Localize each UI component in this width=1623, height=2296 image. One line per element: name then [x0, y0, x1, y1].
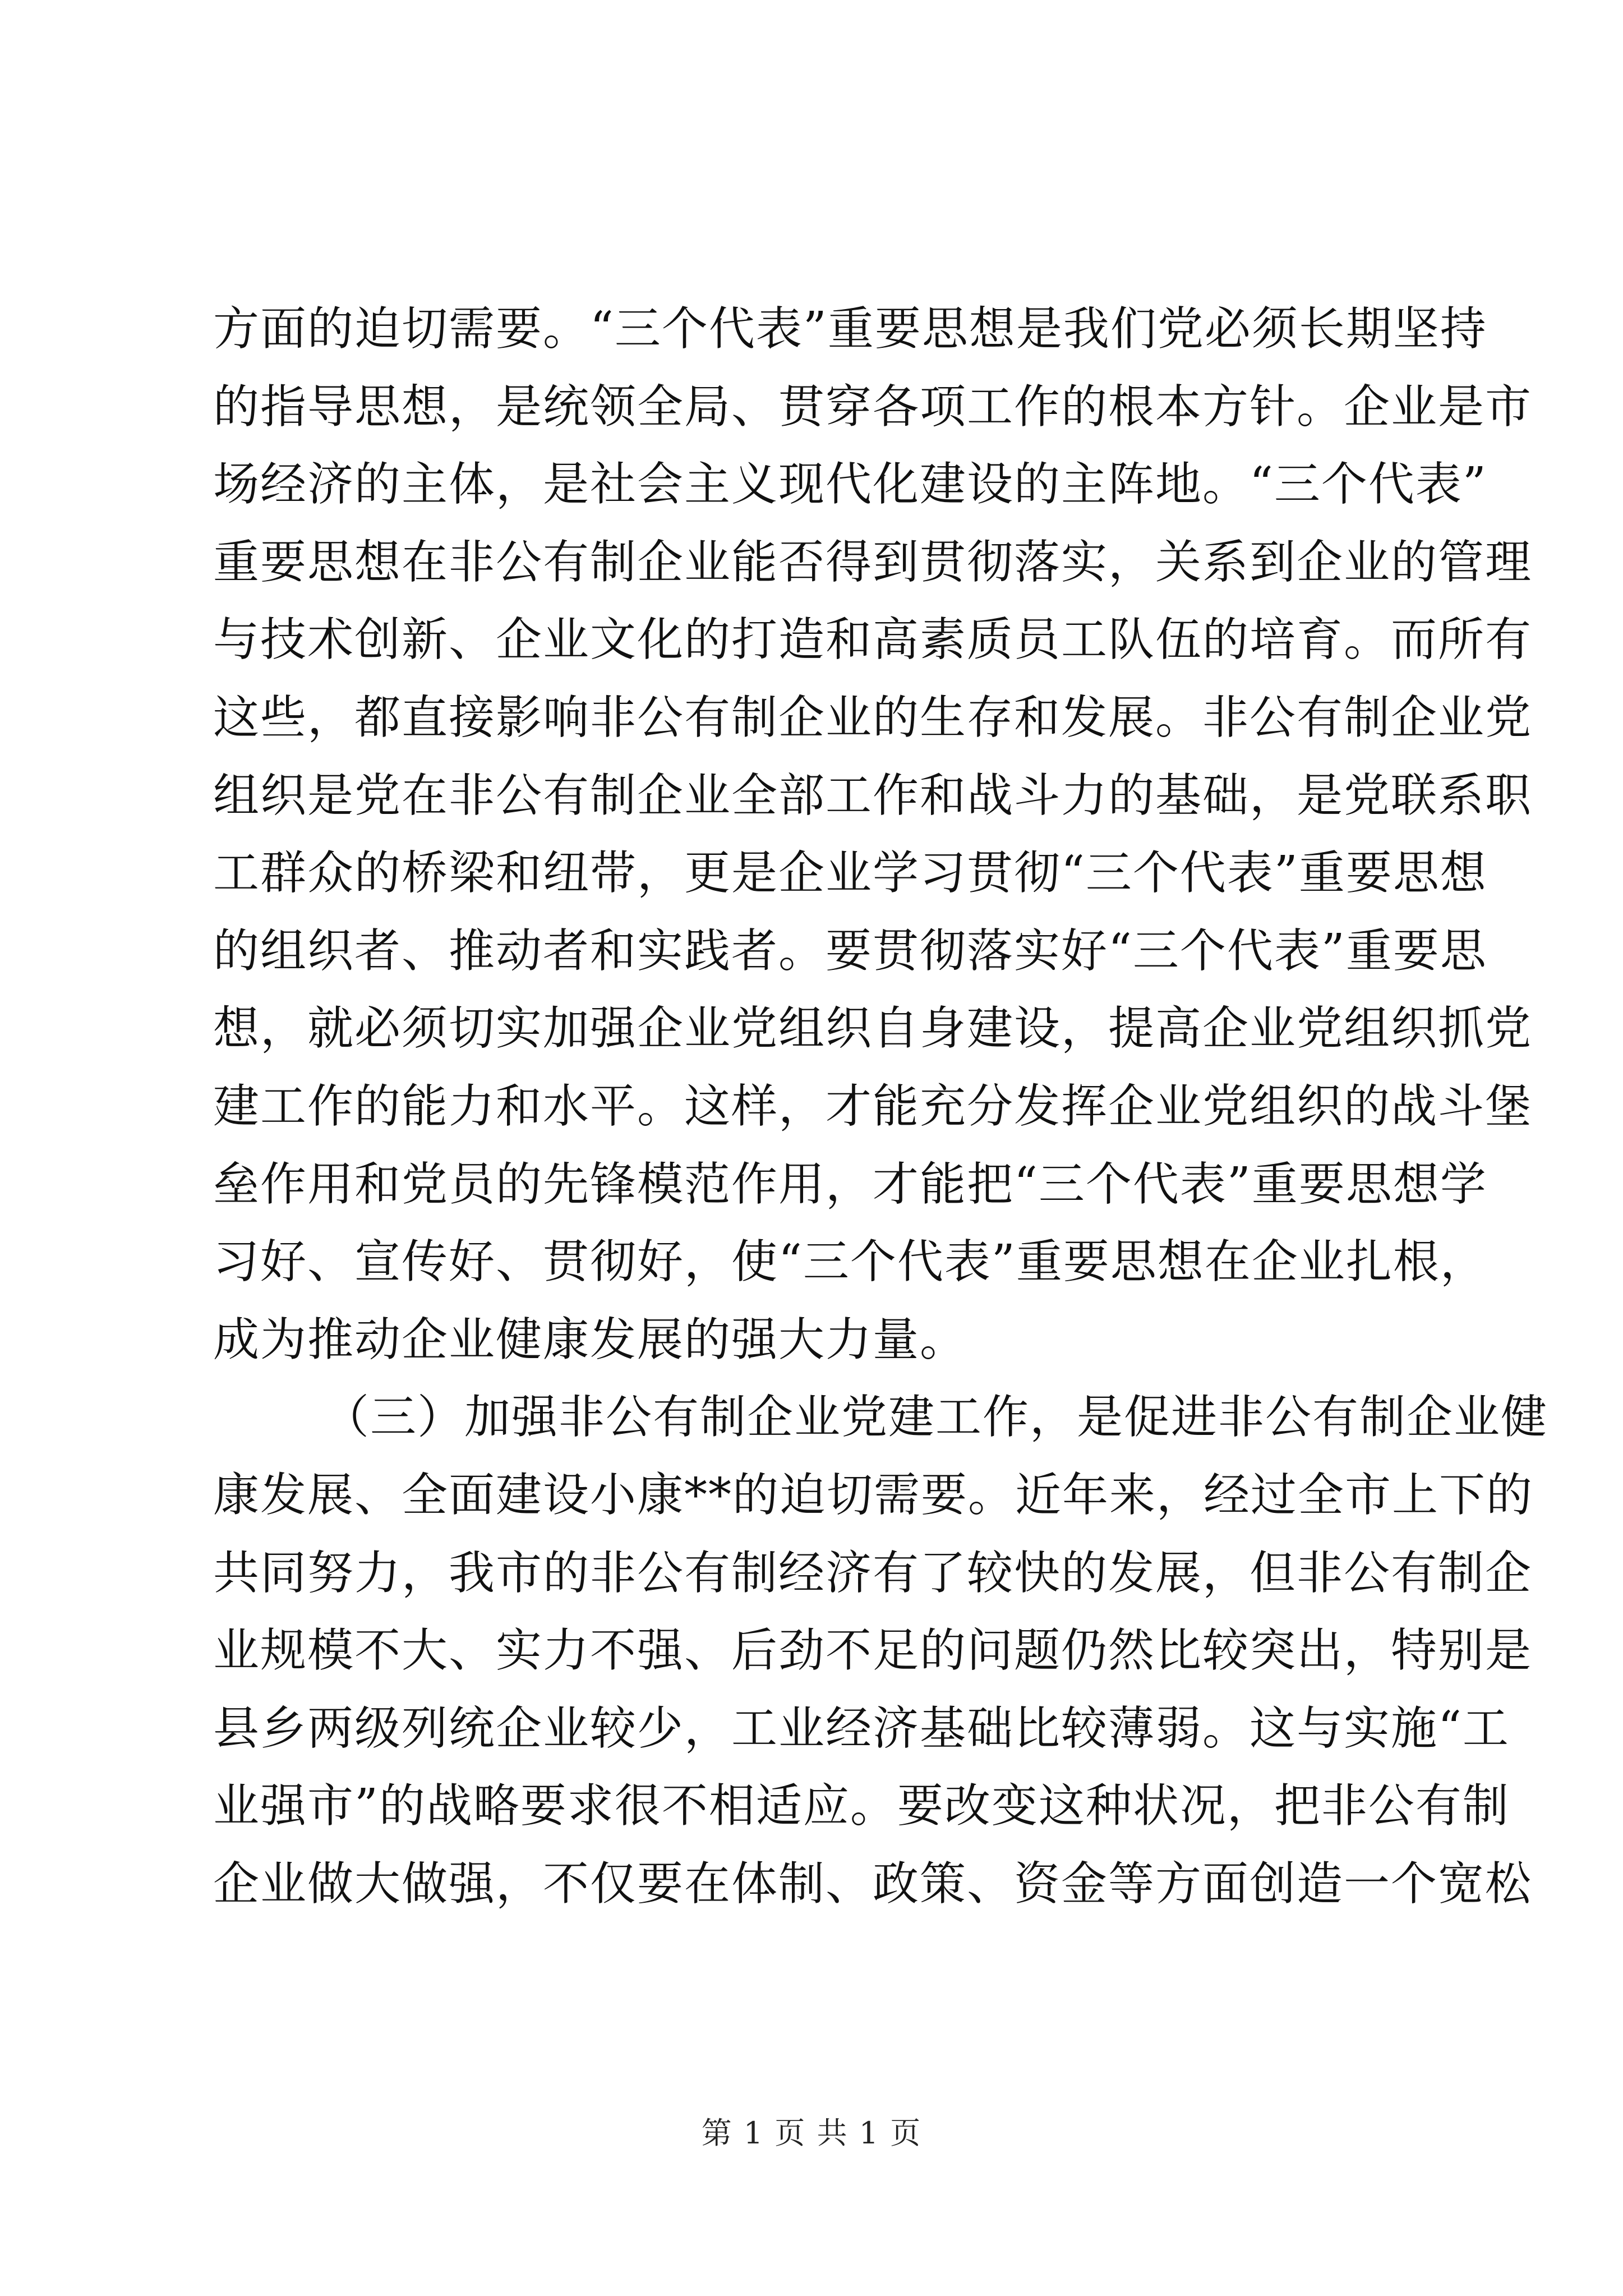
text-line: 企业做大做强，不仅要在体制、政策、资金等方面创造一个宽松 [213, 1857, 1533, 1911]
text-line: 康发展、全面建设小康**的迫切需要。近年来，经过全市上下的 [213, 1468, 1534, 1522]
text-line: 方面的迫切需要。“三个代表”重要思想是我们党必须长期坚持 [213, 302, 1487, 356]
text-line: 成为推动企业健康发展的强大力量。 [213, 1313, 967, 1366]
text-line: 的指导思想，是统领全局、贯穿各项工作的根本方针。企业是市 [213, 380, 1533, 434]
text-line: 想，就必须切实加强企业党组织自身建设，提高企业党组织抓党 [213, 1002, 1533, 1056]
text-line: 业强市”的战略要求很不相适应。要改变这种状况，把非公有制 [213, 1779, 1510, 1833]
text-line-indented: （三）加强非公有制企业党建工作，是促进非公有制企业健 [323, 1391, 1548, 1444]
text-line: 工群众的桥梁和纽带，更是企业学习贯彻“三个代表”重要思想 [213, 846, 1487, 900]
page-footer: 第 1 页 共 1 页 [701, 2115, 922, 2151]
text-line: 组织是党在非公有制企业全部工作和战斗力的基础，是党联系职 [213, 769, 1533, 822]
text-line: 建工作的能力和水平。这样，才能充分发挥企业党组织的战斗堡 [213, 1079, 1533, 1133]
body-text [213, 291, 1548, 1923]
text-line: 业规模不大、实力不强、后劲不足的问题仍然比较突出，特别是 [213, 1624, 1533, 1678]
text-line: 重要思想在非公有制企业能否得到贯彻落实，关系到企业的管理 [213, 535, 1533, 589]
text-line: 共同努力，我市的非公有制经济有了较快的发展，但非公有制企 [213, 1546, 1533, 1600]
text-line: 县乡两级列统企业较少，工业经济基础比较薄弱。这与实施“工 [213, 1701, 1510, 1755]
text-line: 的组织者、推动者和实践者。要贯彻落实好“三个代表”重要思 [213, 924, 1487, 978]
text-line: 场经济的主体，是社会主义现代化建设的主阵地。“三个代表” [213, 458, 1487, 512]
text-line: 与技术创新、企业文化的打造和高素质员工队伍的培育。而所有 [213, 613, 1533, 667]
text-line: 习好、宣传好、贯彻好，使“三个代表”重要思想在企业扎根， [213, 1235, 1487, 1289]
text-line: 这些，都直接影响非公有制企业的生存和发展。非公有制企业党 [213, 691, 1533, 744]
text-line: 垒作用和党员的先锋模范作用，才能把“三个代表”重要思想学 [213, 1157, 1487, 1211]
